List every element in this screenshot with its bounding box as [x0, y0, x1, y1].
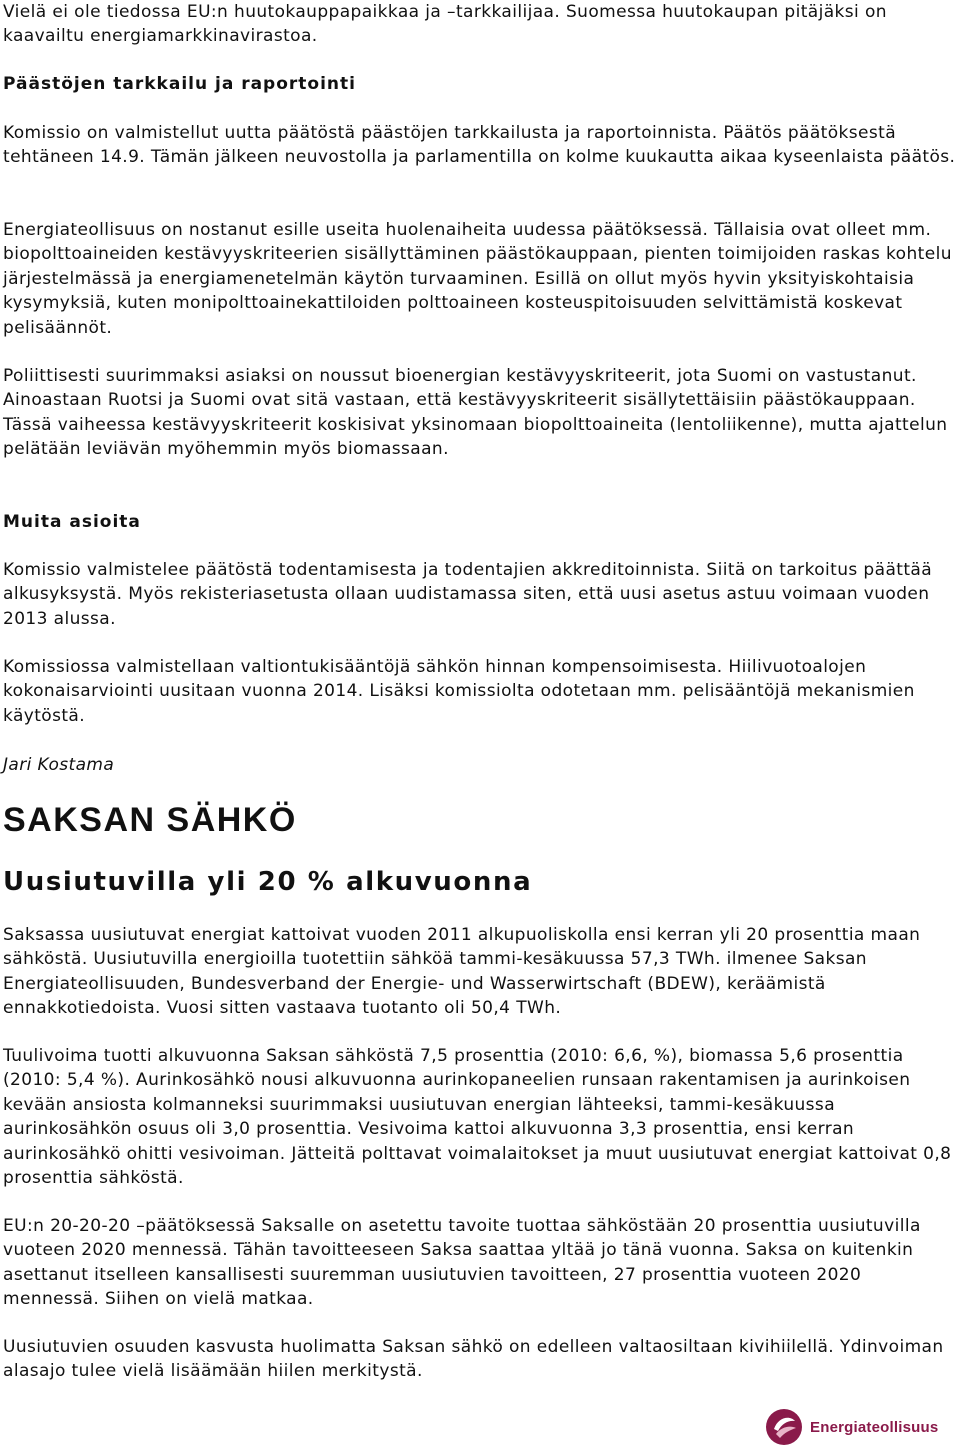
germany-subtitle-block — [3, 866, 957, 898]
germany-p2-block — [3, 1044, 957, 1190]
other-paragraph-1: Komissio valmistelee päätöstä todentamisesta ja todentajien akkreditoinnista. Siitä on tarkoitus päättää alkusyksystä. Myös rekisteriasetusta ollaan uudistamassa siten, että uusi asetus astuu voimaan vuoden 2013 alussa. — [3, 560, 933, 629]
emissions-paragraph-2: Energiateollisuus on nostanut esille useita huolenaiheita uudessa päätöksessä. Tällaisia ovat olleet mm. biopolttoaineiden kestävyyskriteerien sisällyttäminen päästökauppaan, pienten toimijoiden raskas kohtelu järjestelmässä ja energiamenetelmän käytön turvaaminen. Esillä on ollut myös hyvin yksityiskohtaisia kysymyksiä, kuten monipolttoainekattiloiden polttoaineen kosteuspitoisuuden selvittämistä koskevat pelisäännöt. — [3, 220, 952, 338]
germany-paragraph-2: Tuulivoima tuotti alkuvuonna Saksan sähköstä 7,5 prosenttia (2010: 6,6, %), biomassa 5,6 prosenttia (2010: 5,4 %). Aurinkosähkö nousi alkuvuonna aurinkopaneelien runsaan rakentamisen ja aurinkoisen kevään ansiosta kolmanneksi suurimmaksi uusiutuvan energian lähteeksi, tammi-kesäkuussa aurinkosähkön osuus oli 3,0 prosenttia. Vesivoima kattoi alkuvuonna 3,3 prosenttia, ensi kerran aurinkosähkö ohitti vesivoiman. Jätteitä polttavat voimalaitokset ja muut uusiutuvat energiat kattoivat 0,8 prosenttia sähköstä. — [3, 1046, 952, 1189]
logo-text: Energiateollisuus — [810, 1418, 939, 1436]
energiateollisuus-logo-icon — [764, 1407, 804, 1447]
other-section — [3, 510, 957, 534]
emissions-p3-block — [3, 364, 957, 462]
intro-paragraph: Vielä ei ole tiedossa EU:n huutokauppapaikkaa ja –tarkkailijaa. Suomessa huutokaupan pitäjäksi on kaavailtu energiamarkkinavirastoa. — [3, 2, 887, 47]
emissions-heading: Päästöjen tarkkailu ja raportointi — [3, 74, 356, 94]
germany-title-block — [3, 800, 957, 840]
germany-subtitle: Uusiutuvilla yli 20 % alkuvuonna — [3, 867, 533, 897]
emissions-paragraph-1: Komissio on valmistellut uutta päätöstä päästöjen tarkkailusta ja raportoinnista. Päätös päätöksestä tehtäneen 14.9. Tämän jälkeen neuvostolla ja parlamentilla on kolme kuukautta aikaa kyseenlaista päätös. — [3, 123, 956, 168]
germany-p4-block — [3, 1335, 957, 1384]
emissions-p1-block — [3, 121, 957, 170]
intro-section — [3, 0, 957, 49]
emissions-p2-block — [3, 218, 957, 340]
germany-p3-block — [3, 1214, 957, 1312]
emissions-section — [3, 72, 957, 96]
germany-paragraph-4: Uusiutuvien osuuden kasvusta huolimatta Saksan sähkö on edelleen valtaosiltaan kivihiilellä. Ydinvoiman alasajo tulee vielä lisäämään hiilen merkitystä. — [3, 1337, 944, 1382]
germany-paragraph-3: EU:n 20-20-20 –päätöksessä Saksalle on asetettu tavoite tuottaa sähköstään 20 prosenttia uusiutuvilla vuoteen 2020 mennessä. Tähän tavoitteeseen Saksa saattaa yltää jo tänä vuonna. Saksa on kuitenkin asettanut itselleen kansallisesti suuremman uusiutuvien tavoitteen, 27 prosenttia vuoteen 2020 mennessä. Siihen on vielä matkaa. — [3, 1216, 921, 1310]
germany-p1-block — [3, 923, 957, 1021]
author-signature: Jari Kostama — [3, 755, 115, 775]
other-p2-block — [3, 655, 957, 728]
other-paragraph-2: Komissiossa valmistellaan valtiontukisääntöjä sähkön hinnan kompensoimisesta. Hiilivuotoalojen kokonaisarviointi uusitaan vuonna 2014. Lisäksi komissiolta odotetaan mm. pelisääntöjä mekanismien käytöstä. — [3, 657, 915, 726]
energiateollisuus-logo — [764, 1404, 960, 1450]
germany-paragraph-1: Saksassa uusiutuvat energiat kattoivat vuoden 2011 alkupuoliskolla ensi kerran yli 20 prosenttia maan sähköstä. Uusiutuvilla energioilla tuotettiin sähköä tammi-kesäkuussa 57,3 TWh. ilmenee Saksan Energiateollisuuden, Bundesverband der Energie- und Wasserwirtschaft (BDEW), keräämistä ennakkotiedoista. Vuosi sitten vastaava tuotanto oli 50,4 TWh. — [3, 925, 921, 1019]
germany-title: SAKSAN SÄHKÖ — [3, 801, 297, 839]
author-block — [3, 753, 957, 777]
other-p1-block — [3, 558, 957, 631]
emissions-paragraph-3: Poliittisesti suurimmaksi asiaksi on noussut bioenergian kestävyyskriteerit, jota Suomi on vastustanut. Ainoastaan Ruotsi ja Suomi ovat sitä vastaan, että kestävyyskriteerit sisällytettäisiin päästökauppaan. Tässä vaiheessa kestävyyskriteerit koskisivat yksinomaan biopolttoaineita (lentoliikenne), mutta ajattelun pelätään leviävän myöhemmin myös biomassaan. — [3, 366, 948, 460]
other-heading: Muita asioita — [3, 512, 141, 532]
